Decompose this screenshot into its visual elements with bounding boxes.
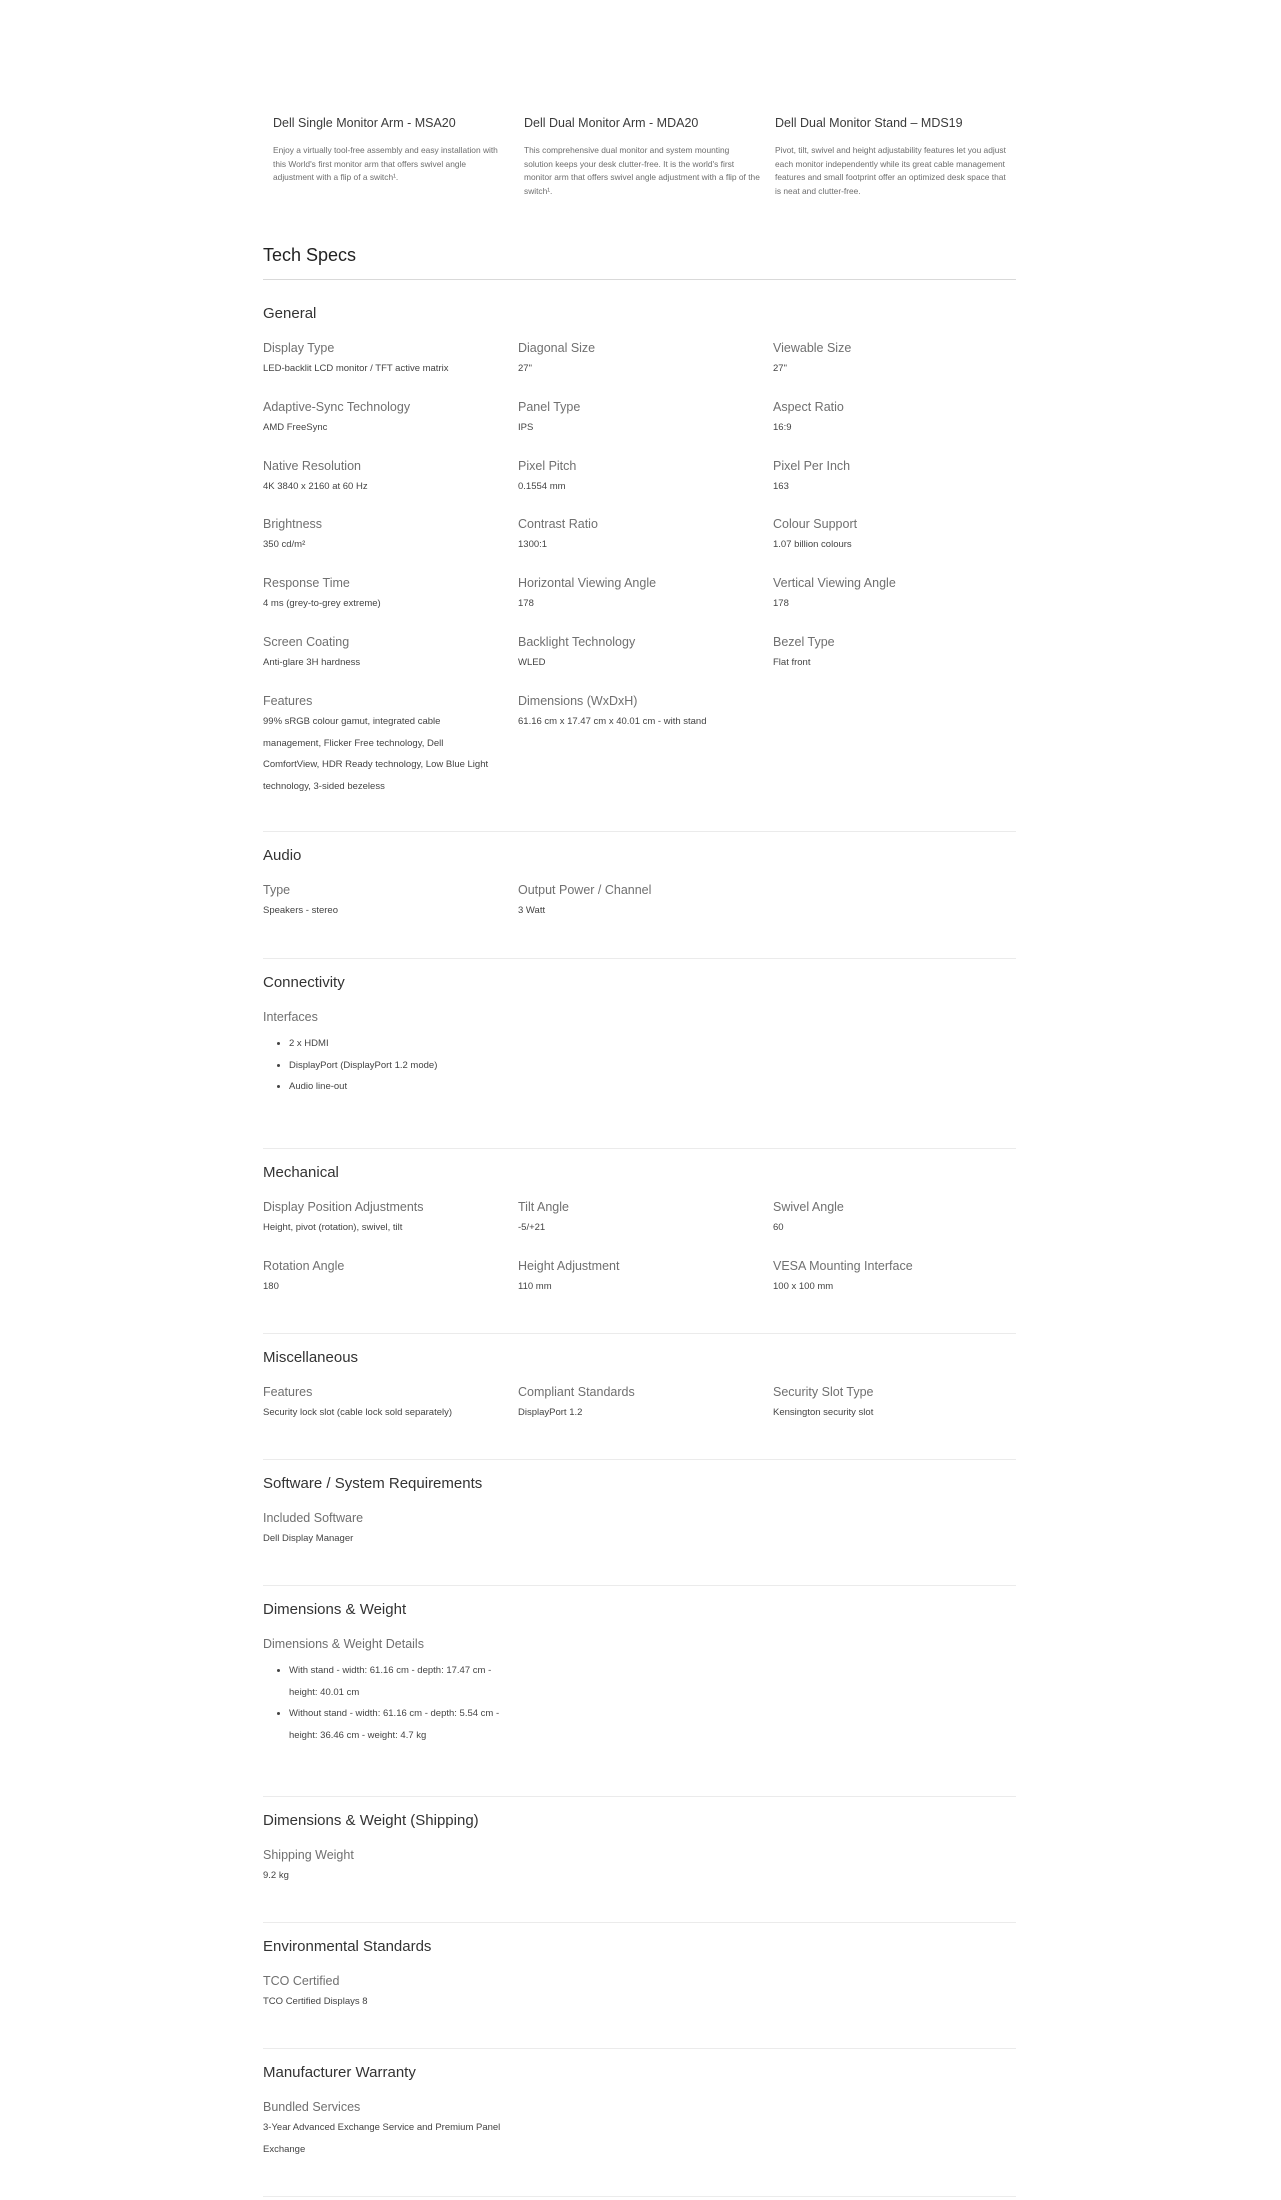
section-title: Miscellaneous: [263, 1349, 359, 1366]
section-divider: [263, 2048, 1016, 2049]
spec-label: Dimensions & Weight Details: [263, 1637, 424, 1651]
spec-label: Included Software: [263, 1511, 364, 1525]
section-divider: [263, 2196, 1016, 2197]
spec-label: TCO Certified: [263, 1974, 340, 1988]
spec-output-power: [518, 883, 763, 921]
spec-horizontal-viewing-angle: [518, 576, 763, 614]
spec-swivel-angle: [773, 1200, 1018, 1238]
spec-section-environmental: [263, 1938, 1016, 2028]
spec-section-general: [263, 305, 1016, 805]
spec-interfaces: [263, 1010, 508, 1098]
spec-label: Brightness: [263, 517, 323, 531]
spec-response-time: [263, 576, 508, 614]
spec-value: 163: [773, 481, 789, 492]
spec-value: 61.16 cm x 17.47 cm x 40.01 cm - with stand: [518, 716, 707, 727]
spec-value: AMD FreeSync: [263, 422, 328, 433]
list-item: • DisplayPort (DisplayPort 1.2 mode): [289, 1055, 514, 1077]
spec-label: VESA Mounting Interface: [773, 1259, 913, 1273]
spec-label: Security Slot Type: [773, 1385, 874, 1399]
accessory-card-msa20[interactable]: [273, 116, 509, 185]
accessory-card-mds19[interactable]: [775, 116, 1011, 198]
accessory-title[interactable]: Dell Single Monitor Arm - MSA20: [273, 116, 456, 130]
spec-value: Kensington security slot: [773, 1407, 874, 1418]
section-title: Dimensions & Weight (Shipping): [263, 1812, 479, 1829]
accessory-description: This comprehensive dual monitor and system mounting solution keeps your desk clutter-free. It is the world's first monitor arm that offers swivel angle adjustment with a flip of the switch¹.: [524, 145, 760, 196]
spec-value: 99% sRGB colour gamut, integrated cable management, Flicker Free technology, Dell ComfortView, HDR Ready technology, Low Blue Light technology, 3-sided bezeless: [263, 716, 489, 792]
spec-label: Compliant Standards: [518, 1385, 635, 1399]
spec-security-slot: [773, 1385, 1018, 1423]
spec-label: Bundled Services: [263, 2100, 361, 2114]
spec-label: Viewable Size: [773, 341, 852, 355]
spec-value: IPS: [518, 422, 534, 433]
list-item: • Without stand - width: 61.16 cm - depth: 5.54 cm - height: 36.46 cm - weight: 4.7 kg: [289, 1703, 514, 1746]
tech-specs-title: Tech Specs: [263, 245, 357, 265]
spec-tco-certified: [263, 1974, 508, 2012]
spec-label: Height Adjustment: [518, 1259, 620, 1273]
tech-specs-divider: [263, 279, 1016, 280]
spec-dimensions-weight-details: [263, 1637, 523, 1746]
spec-label: Shipping Weight: [263, 1848, 354, 1862]
section-title: General: [263, 305, 317, 322]
section-title: Manufacturer Warranty: [263, 2064, 416, 2081]
spec-label: Display Type: [263, 341, 335, 355]
spec-diagonal-size: [518, 341, 763, 379]
section-divider: [263, 1148, 1016, 1149]
section-title: Environmental Standards: [263, 1938, 432, 1955]
spec-value: Speakers - stereo: [263, 905, 338, 916]
section-title: Dimensions & Weight: [263, 1601, 407, 1618]
spec-value: 100 x 100 mm: [773, 1281, 834, 1292]
spec-vesa-mounting: [773, 1259, 1018, 1297]
accessory-description: Enjoy a virtually tool-free assembly and easy installation with this World's first monitor arm that offers swivel angle adjustment with a flip of a switch¹.: [273, 145, 498, 182]
spec-tilt-angle: [518, 1200, 763, 1238]
spec-viewable-size: [773, 341, 1018, 379]
spec-value: WLED: [518, 657, 546, 668]
spec-value: DisplayPort 1.2: [518, 1407, 583, 1418]
spec-value: Anti-glare 3H hardness: [263, 657, 361, 668]
spec-compliant-standards: [518, 1385, 763, 1423]
spec-aspect-ratio: [773, 400, 1018, 438]
spec-section-software: [263, 1475, 1016, 1565]
spec-shipping-weight: [263, 1848, 508, 1886]
spec-section-dimensions-weight: [263, 1601, 1016, 1781]
spec-included-software: [263, 1511, 508, 1549]
spec-value: 180: [263, 1281, 279, 1292]
spec-screen-coating: [263, 635, 508, 673]
spec-label: Backlight Technology: [518, 635, 636, 649]
spec-value: 27": [518, 363, 532, 374]
spec-value: 110 mm: [518, 1281, 552, 1292]
spec-value: 350 cd/m²: [263, 539, 306, 550]
spec-pixel-pitch: [518, 459, 763, 497]
section-title: Mechanical: [263, 1164, 339, 1181]
spec-label: Dimensions (WxDxH): [518, 694, 638, 708]
spec-label: Rotation Angle: [263, 1259, 345, 1273]
spec-display-position: [263, 1200, 508, 1238]
spec-value: 178: [773, 598, 789, 609]
spec-value: Security lock slot (cable lock sold separately): [263, 1407, 453, 1418]
spec-vertical-viewing-angle: [773, 576, 1018, 614]
section-divider: [263, 1333, 1016, 1334]
spec-value: Height, pivot (rotation), swivel, tilt: [263, 1222, 403, 1233]
spec-label: Contrast Ratio: [518, 517, 598, 531]
spec-label: Panel Type: [518, 400, 581, 414]
section-title: Connectivity: [263, 974, 345, 991]
spec-display-type: [263, 341, 508, 379]
section-divider: [263, 1922, 1016, 1923]
spec-label: Pixel Pitch: [518, 459, 577, 473]
spec-section-audio: [263, 847, 1016, 937]
spec-audio-type: [263, 883, 508, 921]
spec-bezel-type: [773, 635, 1018, 673]
spec-label: Bezel Type: [773, 635, 835, 649]
spec-section-warranty: [263, 2064, 1016, 2194]
spec-value: 3 Watt: [518, 905, 546, 916]
spec-label: Tilt Angle: [518, 1200, 569, 1214]
spec-value: 60: [773, 1222, 784, 1233]
spec-value: TCO Certified Displays 8: [263, 1996, 368, 2007]
spec-label: Type: [263, 883, 291, 897]
spec-backlight-technology: [518, 635, 763, 673]
spec-label: Colour Support: [773, 517, 858, 531]
section-divider: [263, 831, 1016, 832]
spec-label: Features: [263, 1385, 313, 1399]
spec-label: Display Position Adjustments: [263, 1200, 424, 1214]
spec-label: Aspect Ratio: [773, 400, 844, 414]
spec-value: Flat front: [773, 657, 811, 668]
spec-value: 9.2 kg: [263, 1870, 289, 1881]
spec-features: [263, 694, 495, 797]
spec-label: Diagonal Size: [518, 341, 596, 355]
spec-value: 4 ms (grey-to-grey extreme): [263, 598, 381, 609]
list-item: • Audio line-out: [289, 1076, 514, 1098]
spec-adaptive-sync: [263, 400, 508, 438]
list-item: • 2 x HDMI: [289, 1033, 514, 1055]
spec-brightness: [263, 517, 508, 555]
spec-label: Horizontal Viewing Angle: [518, 576, 657, 590]
spec-value: 178: [518, 598, 534, 609]
spec-section-connectivity: [263, 974, 1016, 1114]
spec-panel-type: [518, 400, 763, 438]
spec-contrast-ratio: [518, 517, 763, 555]
section-divider: [263, 1796, 1016, 1797]
spec-pixel-per-inch: [773, 459, 1018, 497]
spec-section-mechanical: [263, 1164, 1016, 1314]
spec-label: Adaptive-Sync Technology: [263, 400, 411, 414]
section-divider: [263, 1459, 1016, 1460]
spec-section-miscellaneous: [263, 1349, 1016, 1439]
spec-label: Pixel Per Inch: [773, 459, 851, 473]
section-divider: [263, 1585, 1016, 1586]
spec-colour-support: [773, 517, 1018, 555]
spec-value: 1.07 billion colours: [773, 539, 852, 550]
spec-label: Screen Coating: [263, 635, 350, 649]
spec-value: 0.1554 mm: [518, 481, 566, 492]
spec-dimensions: [518, 694, 763, 732]
accessory-card-mda20[interactable]: [524, 116, 760, 198]
spec-value: 16:9: [773, 422, 792, 433]
spec-value: LED-backlit LCD monitor / TFT active matrix: [263, 363, 449, 374]
spec-label: Output Power / Channel: [518, 883, 652, 897]
spec-label: Native Resolution: [263, 459, 361, 473]
spec-value: Dell Display Manager: [263, 1533, 354, 1544]
spec-label: Vertical Viewing Angle: [773, 576, 896, 590]
spec-label: Swivel Angle: [773, 1200, 844, 1214]
dimensions-list: [263, 1660, 514, 1746]
accessory-title[interactable]: Dell Dual Monitor Arm - MDA20: [524, 116, 699, 130]
spec-value: 4K 3840 x 2160 at 60 Hz: [263, 481, 368, 492]
spec-bundled-services: [263, 2100, 508, 2160]
list-item: • With stand - width: 61.16 cm - depth: 17.47 cm - height: 40.01 cm: [289, 1660, 514, 1703]
interfaces-list: [263, 1033, 514, 1098]
spec-value: 1300:1: [518, 539, 548, 550]
section-title: Audio: [263, 847, 302, 864]
spec-value: 27": [773, 363, 787, 374]
spec-label: Response Time: [263, 576, 350, 590]
spec-value: 3-Year Advanced Exchange Service and Premium Panel Exchange: [263, 2122, 501, 2155]
spec-native-resolution: [263, 459, 508, 497]
spec-rotation-angle: [263, 1259, 508, 1297]
spec-value: -5/+21: [518, 1222, 546, 1233]
section-divider: [263, 958, 1016, 959]
spec-section-shipping: [263, 1812, 1016, 1902]
section-title: Software / System Requirements: [263, 1475, 483, 1492]
accessory-cards: [273, 116, 1017, 206]
spec-misc-features: [263, 1385, 508, 1423]
accessory-title[interactable]: Dell Dual Monitor Stand – MDS19: [775, 116, 963, 130]
spec-label: Features: [263, 694, 313, 708]
spec-label: Interfaces: [263, 1010, 318, 1024]
spec-height-adjustment: [518, 1259, 763, 1297]
accessory-description: Pivot, tilt, swivel and height adjustability features let you adjust each monitor independently while its great cable management features and small footprint offer an optimized desk space that is neat and clutter-free.: [775, 145, 1006, 196]
